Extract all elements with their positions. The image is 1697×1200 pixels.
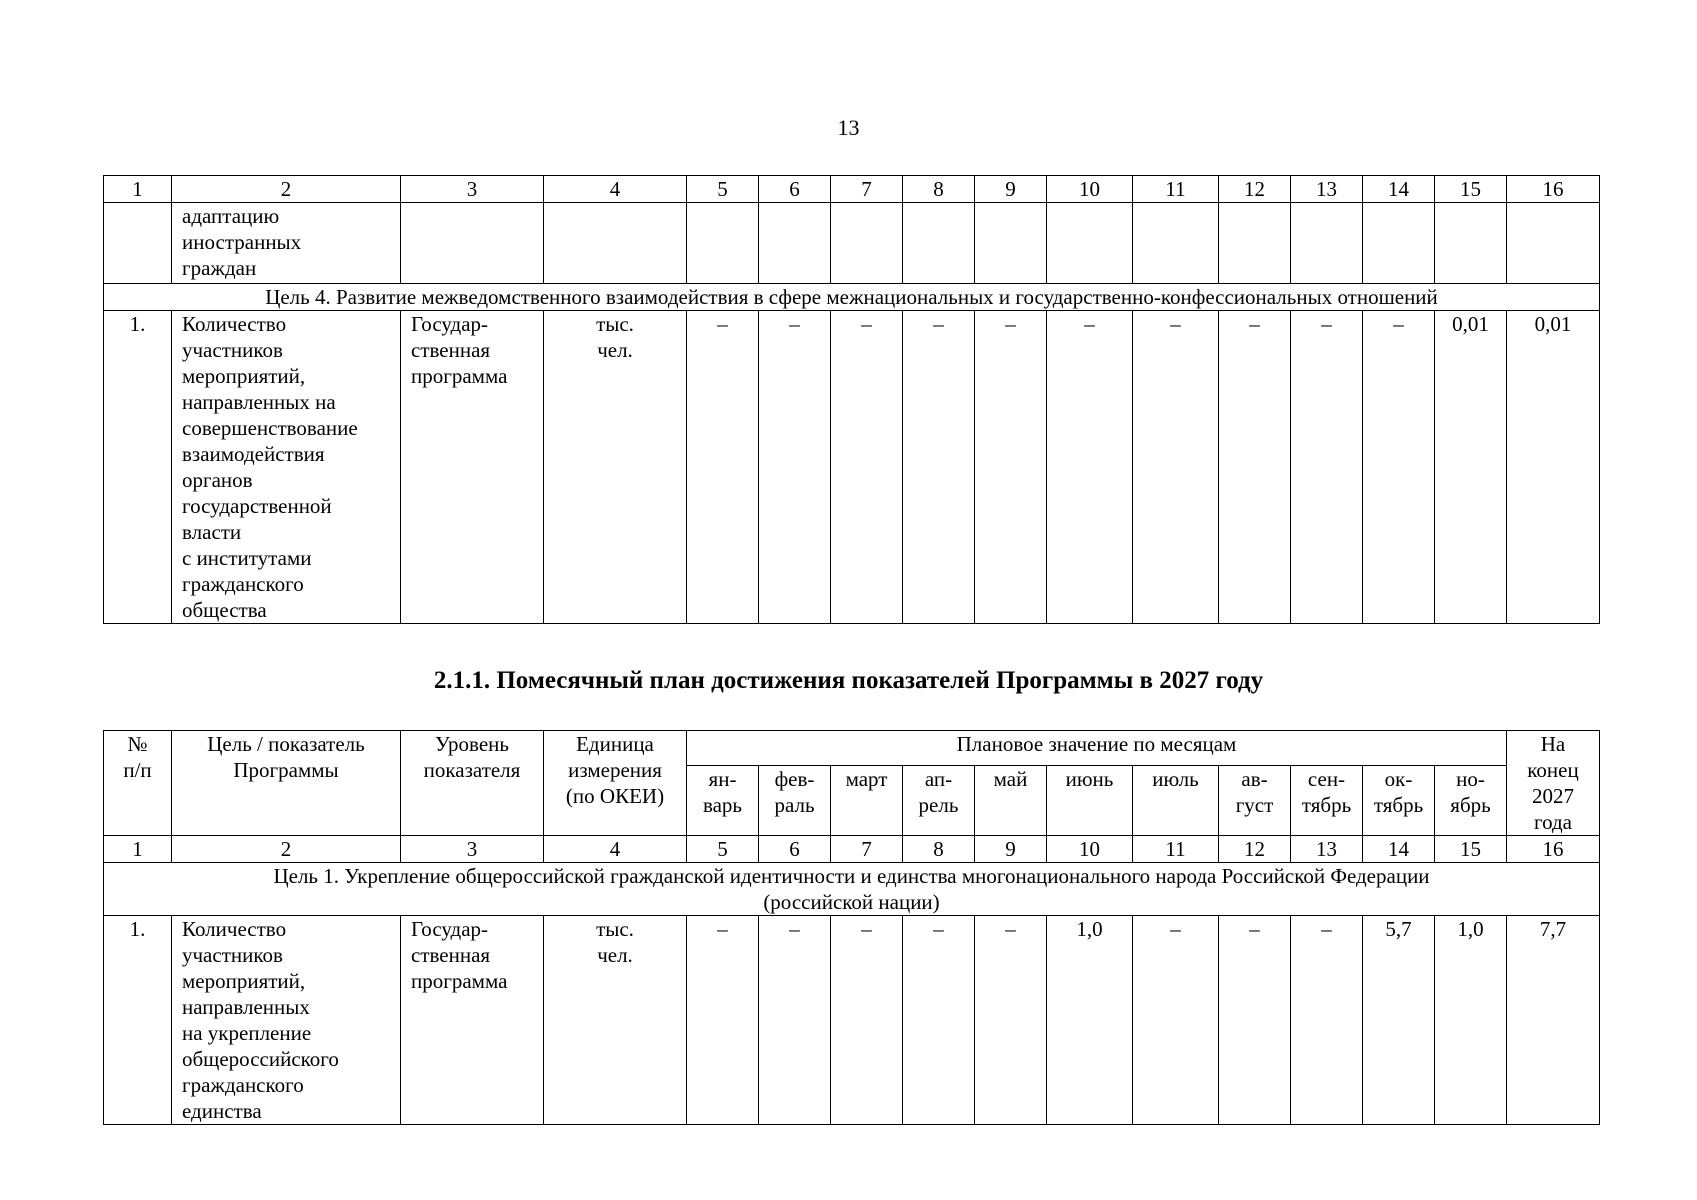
- month-value: –: [1219, 311, 1291, 624]
- month-value: –: [975, 311, 1047, 624]
- column-number: 8: [903, 176, 975, 203]
- indicator-name: Количество участников мероприятий, направленных на совершенствование взаимодействия органов государственной власти с институтами гражданского общества: [172, 311, 401, 624]
- column-number: 4: [544, 176, 687, 203]
- month-cell: [1291, 203, 1363, 284]
- indicator-row: [104, 311, 1600, 624]
- column-number: 16: [1507, 176, 1600, 203]
- header-month: ян- варь: [687, 766, 759, 836]
- column-number: 3: [401, 836, 544, 863]
- year-end-value: 7,7: [1507, 916, 1600, 1125]
- column-number: 10: [1047, 836, 1133, 863]
- indicator-row: [104, 916, 1600, 1125]
- column-number: 15: [1435, 836, 1507, 863]
- column-number: 9: [975, 836, 1047, 863]
- indicator-unit: тыс. чел.: [544, 311, 687, 624]
- month-cell: [1133, 203, 1219, 284]
- column-number: 9: [975, 176, 1047, 203]
- column-number: 13: [1291, 176, 1363, 203]
- column-number: 11: [1133, 836, 1219, 863]
- column-number-row: [104, 836, 1600, 863]
- column-number: 13: [1291, 836, 1363, 863]
- indicator-name: Количество участников мероприятий, направленных на укрепление общероссийского гражданского единства: [172, 916, 401, 1125]
- row-number: 1.: [104, 916, 172, 1125]
- indicator-level: Государ- ственная программа: [401, 311, 544, 624]
- header-row: [104, 731, 1600, 766]
- header-month: ап- рель: [903, 766, 975, 836]
- header-level: Уровень показателя: [401, 731, 544, 836]
- column-number: 6: [759, 176, 831, 203]
- month-value: 1,0: [1435, 916, 1507, 1125]
- column-number: 14: [1363, 836, 1435, 863]
- header-month: ав- густ: [1219, 766, 1291, 836]
- month-value: –: [903, 311, 975, 624]
- month-value: –: [831, 311, 903, 624]
- header-month: май: [975, 766, 1047, 836]
- column-number: 5: [687, 836, 759, 863]
- month-value: 0,01: [1435, 311, 1507, 624]
- column-number: 5: [687, 176, 759, 203]
- column-number: 2: [172, 176, 401, 203]
- month-value: –: [1291, 916, 1363, 1125]
- month-value: –: [759, 916, 831, 1125]
- monthly-plan-table: [103, 730, 1600, 1125]
- month-cell: [759, 203, 831, 284]
- month-value: –: [1291, 311, 1363, 624]
- month-cell: [903, 203, 975, 284]
- month-value: –: [687, 916, 759, 1125]
- page-number: 13: [837, 115, 860, 140]
- header-planned: Плановое значение по месяцам: [687, 731, 1507, 766]
- year-end-cell: [1507, 203, 1600, 284]
- column-number: 15: [1435, 176, 1507, 203]
- goal-row: [104, 863, 1600, 916]
- header-month: март: [831, 766, 903, 836]
- column-number: 12: [1219, 176, 1291, 203]
- column-number: 1: [104, 176, 172, 203]
- month-value: 5,7: [1363, 916, 1435, 1125]
- unit-cell: [544, 203, 687, 284]
- month-cell: [975, 203, 1047, 284]
- month-cell: [1435, 203, 1507, 284]
- month-value: –: [759, 311, 831, 624]
- month-cell: [1047, 203, 1133, 284]
- month-value: –: [1047, 311, 1133, 624]
- column-number-row: [104, 176, 1600, 203]
- month-cell: [1363, 203, 1435, 284]
- month-value: –: [1133, 916, 1219, 1125]
- column-number: 7: [831, 176, 903, 203]
- indicator-unit: тыс. чел.: [544, 916, 687, 1125]
- month-cell: [687, 203, 759, 284]
- column-number: 2: [172, 836, 401, 863]
- month-value: –: [831, 916, 903, 1125]
- header-goal: Цель / показатель Программы: [172, 731, 401, 836]
- section-title: 2.1.1. Помесячный план достижения показателей Программы в 2027 году: [433, 667, 1264, 694]
- month-value: 1,0: [1047, 916, 1133, 1125]
- indicator-cell: адаптацию иностранных граждан: [172, 203, 401, 284]
- header-year-end: На конец 2027 года: [1507, 731, 1600, 836]
- level-cell: [401, 203, 544, 284]
- header-unit: Единица измерения (по ОКЕИ): [544, 731, 687, 836]
- continuation-row: [104, 203, 1600, 284]
- header-month: но- ябрь: [1435, 766, 1507, 836]
- month-cell: [1219, 203, 1291, 284]
- row-number: 1.: [104, 311, 172, 624]
- header-num: № п/п: [104, 731, 172, 836]
- month-value: –: [1219, 916, 1291, 1125]
- header-month: фев- раль: [759, 766, 831, 836]
- column-number: 4: [544, 836, 687, 863]
- month-cell: [831, 203, 903, 284]
- column-number: 11: [1133, 176, 1219, 203]
- indicator-level: Государ- ственная программа: [401, 916, 544, 1125]
- month-value: –: [1133, 311, 1219, 624]
- header-month: июнь: [1047, 766, 1133, 836]
- column-number: 3: [401, 176, 544, 203]
- column-number: 1: [104, 836, 172, 863]
- indicators-table-continuation: [103, 175, 1600, 624]
- goal-row: [104, 284, 1600, 311]
- header-month: июль: [1133, 766, 1219, 836]
- month-value: –: [1363, 311, 1435, 624]
- column-number: 6: [759, 836, 831, 863]
- column-number: 16: [1507, 836, 1600, 863]
- header-month: ок- тябрь: [1363, 766, 1435, 836]
- goal-title: Цель 4. Развитие межведомственного взаимодействия в сфере межнациональных и государственно-конфессиональных отношений: [104, 284, 1600, 311]
- month-value: –: [975, 916, 1047, 1125]
- month-value: –: [903, 916, 975, 1125]
- column-number: 14: [1363, 176, 1435, 203]
- month-value: –: [687, 311, 759, 624]
- num-cell: [104, 203, 172, 284]
- header-month: сен- тябрь: [1291, 766, 1363, 836]
- column-number: 7: [831, 836, 903, 863]
- year-end-value: 0,01: [1507, 311, 1600, 624]
- column-number: 10: [1047, 176, 1133, 203]
- column-number: 12: [1219, 836, 1291, 863]
- goal-title: Цель 1. Укрепление общероссийской гражданской идентичности и единства многонационального народа Российской Федерации (российской нации): [104, 863, 1600, 916]
- column-number: 8: [903, 836, 975, 863]
